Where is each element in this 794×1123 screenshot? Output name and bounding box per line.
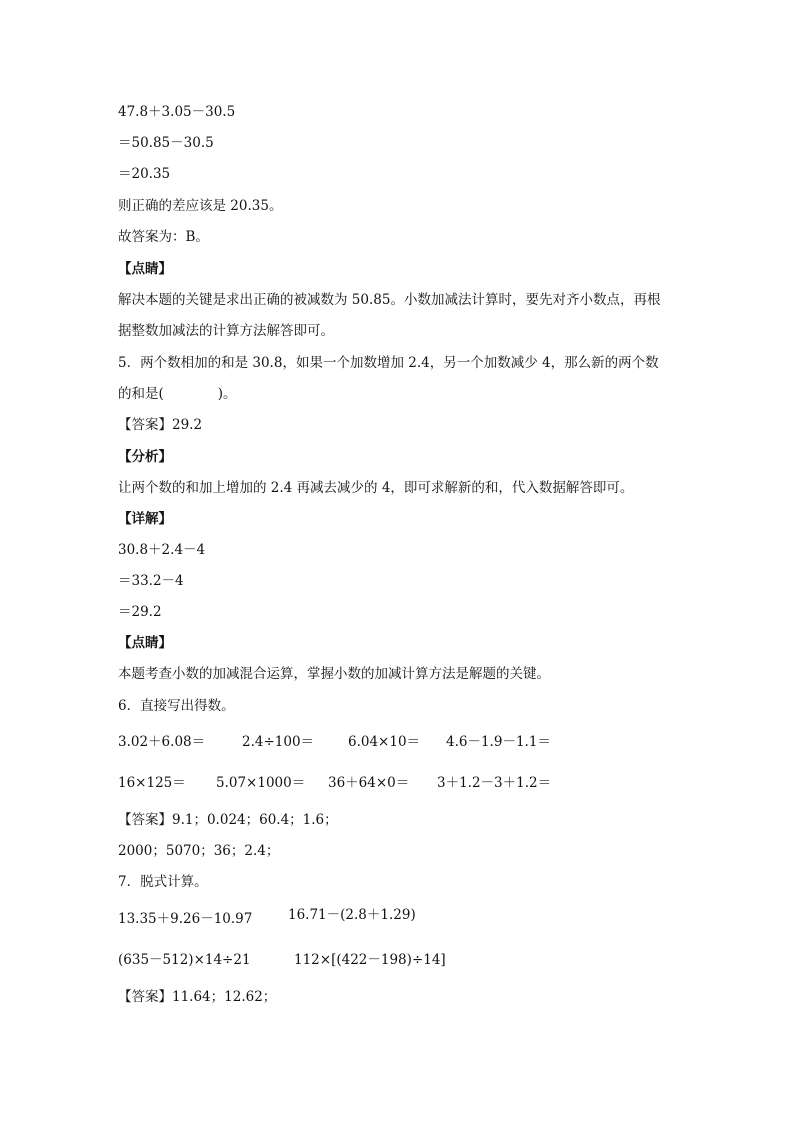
expression: 4.6－1.9－1.1＝ (446, 734, 551, 750)
question-6-text: 6．直接写出得数。 (118, 698, 235, 714)
expression: (635－512)×14÷21 (118, 952, 251, 968)
expression: 16.71－(2.8＋1.29) (288, 907, 416, 923)
expression: 16×125＝ (118, 775, 186, 791)
expression: 13.35＋9.26－10.97 (118, 911, 253, 927)
expression: 2.4÷100＝ (242, 734, 315, 750)
comment-text: 解决本题的关键是求出正确的被减数为 50.85。小数加减法计算时，要先对齐小数点，再根 (118, 292, 661, 308)
calc-line: ＝33.2－4 (118, 573, 184, 589)
expression: 3.02＋6.08＝ (118, 734, 206, 750)
expression: 36＋64×0＝ (328, 775, 410, 791)
question-5-text: 5．两个数相加的和是 30.8，如果一个加数增加 2.4，另一个加数减少 4，那么新的两个数 (118, 355, 659, 371)
expression: 6.04×10＝ (348, 734, 421, 750)
answer-6: 【答案】9.1；0.024；60.4；1.6； (118, 812, 338, 828)
calc-line: ＝20.35 (118, 166, 171, 182)
section-heading-comment: 【点睛】 (118, 261, 172, 277)
question-5-text: 的和是( )。 (118, 386, 237, 402)
section-heading-analysis: 【分析】 (118, 449, 172, 465)
expression: 3＋1.2－3＋1.2＝ (437, 775, 552, 791)
comment-text: 据整数加减法的计算方法解答即可。 (118, 323, 334, 339)
answer-6: 2000；5070；36；2.4； (118, 843, 280, 859)
answer-text: 故答案为：B。 (118, 229, 209, 245)
expression: 5.07×1000＝ (216, 775, 306, 791)
question-7-text: 7．脱式计算。 (118, 874, 208, 890)
calc-line: 47.8＋3.05－30.5 (118, 104, 236, 120)
calc-line: ＝29.2 (118, 604, 162, 620)
conclusion-text: 则正确的差应该是 20.35。 (118, 198, 283, 214)
section-heading-detail: 【详解】 (118, 511, 172, 527)
answer-7: 【答案】11.64；12.62； (118, 989, 277, 1005)
calc-line: ＝50.85－30.5 (118, 135, 214, 151)
section-heading-comment: 【点睛】 (118, 635, 172, 651)
analysis-text: 让两个数的和加上增加的 2.4 再减去减少的 4，即可求解新的和，代入数据解答即可。 (118, 480, 634, 496)
calc-line: 30.8＋2.4－4 (118, 542, 206, 558)
answer-5: 【答案】29.2 (118, 417, 203, 433)
expression: 112×[(422－198)÷14] (294, 952, 446, 968)
comment-text: 本题考查小数的加减混合运算，掌握小数的加减计算方法是解题的关键。 (118, 666, 550, 682)
